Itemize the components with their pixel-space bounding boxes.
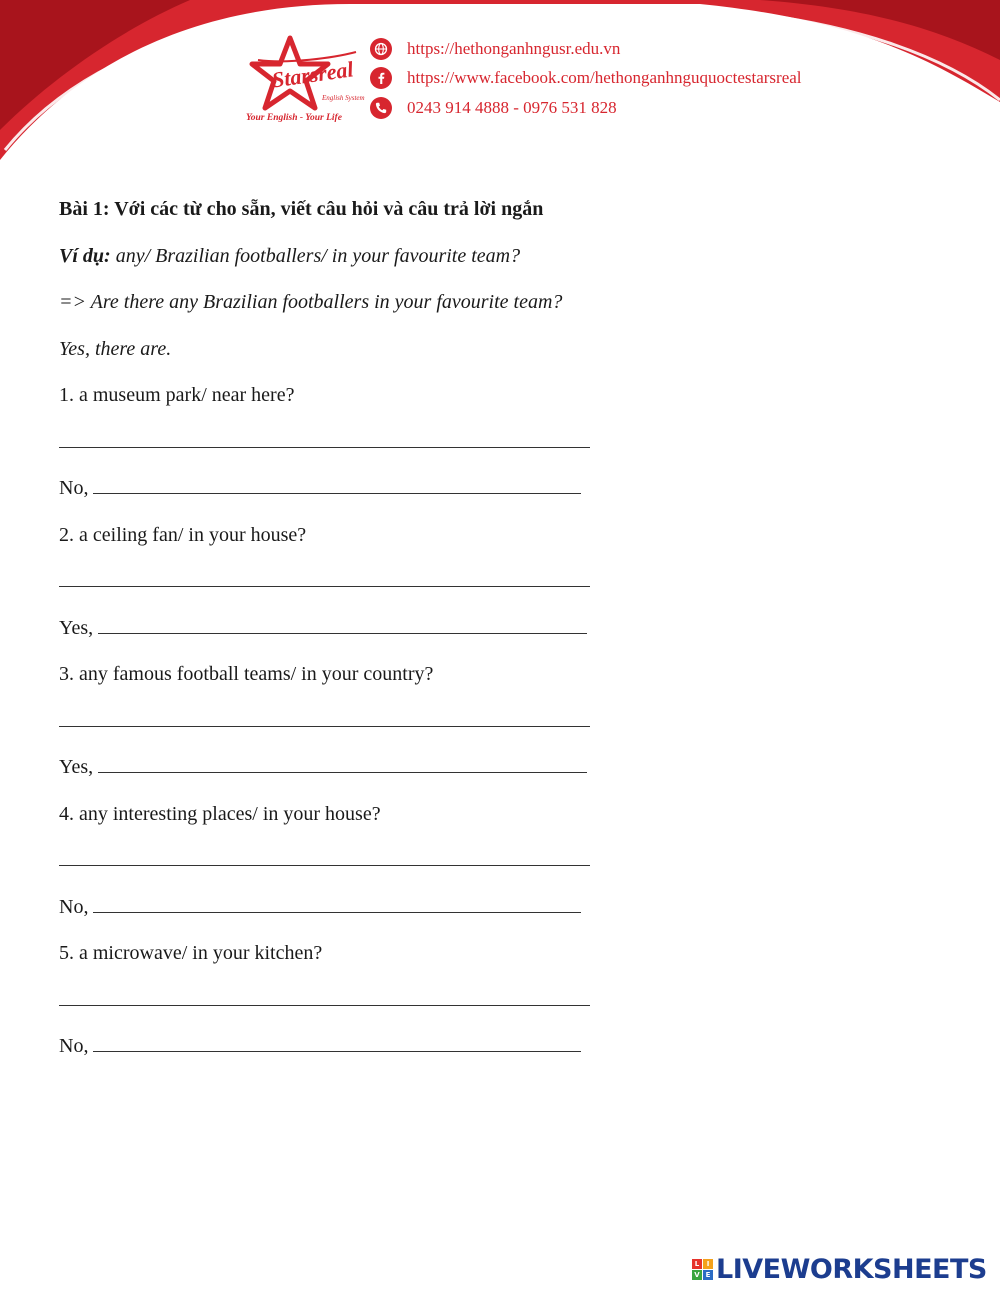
question-answer-line (59, 847, 679, 894)
answer-blank[interactable] (98, 754, 587, 773)
contact-website[interactable] (370, 34, 802, 64)
exercise (59, 196, 679, 1080)
question-blank[interactable] (59, 847, 590, 866)
item-prompt: 2. a ceiling fan/ in your house? (59, 523, 307, 546)
contact-facebook[interactable] (370, 64, 802, 94)
grid-letter: E (703, 1270, 713, 1280)
star-logo-icon (238, 34, 368, 126)
short-answer-line (59, 1033, 679, 1080)
question-blank[interactable] (59, 568, 590, 587)
brand-sub: English System (322, 94, 365, 102)
grid-letter: I (703, 1259, 713, 1269)
question-answer-line (59, 987, 679, 1034)
contact-list (370, 34, 802, 123)
facebook-icon (370, 67, 392, 89)
brand-tagline: Your English - Your Life (246, 113, 342, 123)
short-answer-line (59, 475, 679, 522)
answer-blank[interactable] (93, 1033, 581, 1052)
question-answer-line (59, 429, 679, 476)
liveworksheets-logo (692, 1254, 987, 1285)
example-question: => Are there any Brazilian footballers in your favourite team? (59, 291, 563, 313)
answer-blank[interactable] (93, 475, 581, 494)
answer-prefix: No, (59, 1035, 89, 1057)
item-prompt: 4. any interesting places/ in your house? (59, 802, 381, 825)
example-line (59, 243, 679, 290)
example-prompt: any/ Brazilian footballers/ in your favourite team? (115, 244, 521, 267)
answer-blank[interactable] (98, 615, 587, 634)
answer-blank[interactable] (93, 894, 581, 913)
liveworksheets-brand: LIVEWORKSHEETS (716, 1254, 987, 1285)
contact-phone[interactable] (370, 93, 802, 123)
answer-prefix: No, (59, 477, 89, 499)
item-prompt: 3. any famous football teams/ in your country? (59, 663, 434, 685)
answer-prefix: No, (59, 895, 89, 918)
question-answer-line (59, 708, 679, 755)
question-blank[interactable] (59, 429, 590, 448)
item-prompt: 1. a museum park/ near here? (59, 384, 295, 406)
liveworksheets-grid-icon (692, 1259, 713, 1280)
exercise-title: Bài 1: Với các từ cho sẵn, viết câu hỏi và câu trả lời ngắn (59, 198, 544, 220)
facebook-link[interactable]: https://www.facebook.com/hethonganhnguquoctestarsreal (407, 68, 802, 88)
question-blank[interactable] (59, 987, 590, 1006)
website-link[interactable]: https://hethonganhngusr.edu.vn (407, 38, 621, 58)
phone-number: 0243 914 4888 - 0976 531 828 (407, 97, 617, 117)
brand-name: Starsreal (270, 56, 355, 93)
question-answer-line (59, 568, 679, 615)
item-prompt: 5. a microwave/ in your kitchen? (59, 942, 323, 964)
example-label: Ví dụ: (59, 244, 111, 267)
answer-prefix: Yes, (59, 756, 94, 778)
short-answer-line (59, 754, 679, 801)
short-answer-line (59, 615, 679, 662)
starsreal-logo (238, 34, 368, 126)
example-answer: Yes, there are. (59, 337, 172, 360)
question-blank[interactable] (59, 708, 590, 727)
globe-icon (370, 38, 392, 60)
answer-prefix: Yes, (59, 616, 94, 639)
short-answer-line (59, 894, 679, 941)
grid-letter: L (692, 1259, 702, 1269)
grid-letter: V (692, 1270, 702, 1280)
phone-icon (370, 97, 392, 119)
